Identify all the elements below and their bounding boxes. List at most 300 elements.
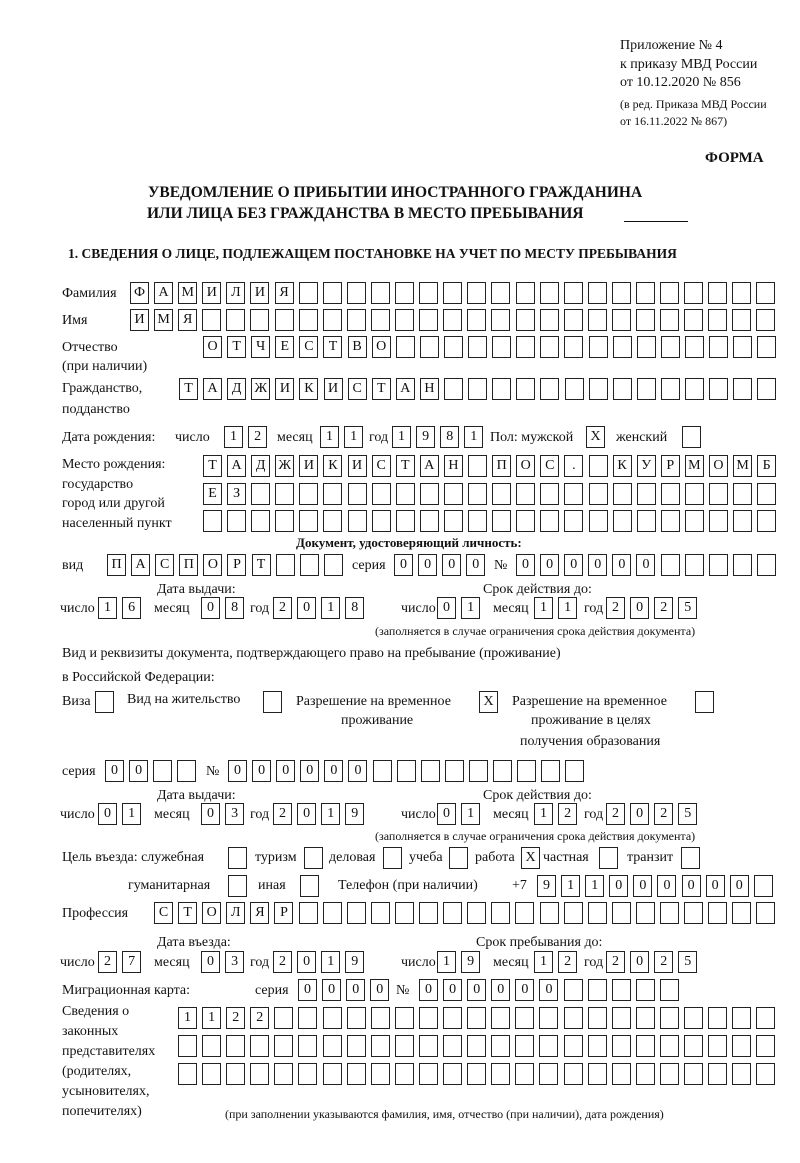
char-cell[interactable]	[564, 309, 583, 331]
char-cell[interactable]: 2	[248, 426, 267, 448]
char-cell[interactable]: Л	[226, 902, 245, 924]
char-cell[interactable]	[251, 483, 270, 505]
birthplace-row[interactable]	[203, 510, 776, 532]
char-cell[interactable]	[756, 309, 775, 331]
char-cell[interactable]	[636, 979, 655, 1001]
char-cell[interactable]	[661, 554, 680, 576]
char-cell[interactable]	[226, 309, 245, 331]
char-cell[interactable]: М	[733, 455, 752, 477]
char-cell[interactable]	[708, 902, 727, 924]
char-cell[interactable]: 1	[178, 1007, 197, 1029]
char-cell[interactable]: 0	[228, 760, 247, 782]
char-cell[interactable]: 0	[633, 875, 652, 897]
char-cell[interactable]	[443, 282, 462, 304]
char-cell[interactable]	[178, 1063, 197, 1085]
char-cell[interactable]: 0	[467, 979, 486, 1001]
purpose-official-checkbox[interactable]	[228, 847, 247, 869]
char-cell[interactable]	[274, 1035, 293, 1057]
char-cell[interactable]	[588, 1035, 607, 1057]
char-cell[interactable]	[372, 510, 391, 532]
char-cell[interactable]	[274, 1063, 293, 1085]
day-field[interactable]	[98, 597, 141, 619]
char-cell[interactable]	[757, 378, 776, 400]
char-cell[interactable]	[493, 760, 512, 782]
char-cell[interactable]	[636, 1035, 655, 1057]
citizenship-field[interactable]	[179, 378, 776, 400]
char-cell[interactable]: И	[130, 309, 149, 331]
char-cell[interactable]	[275, 309, 294, 331]
char-cell[interactable]: 8	[225, 597, 244, 619]
char-cell[interactable]	[298, 1035, 317, 1057]
char-cell[interactable]: Н	[420, 378, 439, 400]
char-cell[interactable]: 2	[558, 951, 577, 973]
char-cell[interactable]	[681, 847, 700, 869]
char-cell[interactable]: 0	[201, 597, 220, 619]
char-cell[interactable]: Я	[178, 309, 197, 331]
char-cell[interactable]	[397, 760, 416, 782]
char-cell[interactable]: И	[324, 378, 343, 400]
char-cell[interactable]: И	[299, 455, 318, 477]
char-cell[interactable]: С	[154, 902, 173, 924]
char-cell[interactable]	[709, 483, 728, 505]
char-cell[interactable]	[491, 1063, 510, 1085]
char-cell[interactable]	[203, 510, 222, 532]
char-cell[interactable]	[299, 282, 318, 304]
char-cell[interactable]: Ч	[251, 336, 270, 358]
char-cell[interactable]: 2	[98, 951, 117, 973]
char-cell[interactable]	[612, 1007, 631, 1029]
char-cell[interactable]: 9	[416, 426, 435, 448]
char-cell[interactable]	[564, 979, 583, 1001]
char-cell[interactable]: П	[179, 554, 198, 576]
purpose-private-checkbox[interactable]	[599, 847, 618, 869]
female-checkbox[interactable]	[682, 426, 701, 448]
char-cell[interactable]	[539, 1063, 558, 1085]
char-cell[interactable]	[323, 1007, 342, 1029]
char-cell[interactable]: X	[521, 847, 540, 869]
char-cell[interactable]	[492, 510, 511, 532]
char-cell[interactable]	[275, 510, 294, 532]
char-cell[interactable]	[732, 309, 751, 331]
char-cell[interactable]: Ж	[251, 378, 270, 400]
char-cell[interactable]: Б	[757, 455, 776, 477]
month-field[interactable]	[534, 803, 577, 825]
char-cell[interactable]: И	[250, 282, 269, 304]
char-cell[interactable]: Р	[227, 554, 246, 576]
char-cell[interactable]	[347, 282, 366, 304]
reps-row[interactable]	[178, 1007, 775, 1029]
year-field[interactable]	[606, 597, 697, 619]
char-cell[interactable]: О	[203, 336, 222, 358]
char-cell[interactable]	[695, 691, 714, 713]
birth-year-field[interactable]	[392, 426, 483, 448]
char-cell[interactable]	[467, 902, 486, 924]
char-cell[interactable]: 1	[534, 803, 553, 825]
char-cell[interactable]	[444, 483, 463, 505]
char-cell[interactable]	[491, 902, 510, 924]
char-cell[interactable]	[348, 483, 367, 505]
char-cell[interactable]: Т	[396, 455, 415, 477]
char-cell[interactable]: 1	[461, 597, 480, 619]
char-cell[interactable]: 0	[612, 554, 631, 576]
char-cell[interactable]	[540, 336, 559, 358]
char-cell[interactable]	[443, 1035, 462, 1057]
char-cell[interactable]: 0	[394, 554, 413, 576]
char-cell[interactable]	[588, 309, 607, 331]
char-cell[interactable]: 0	[201, 803, 220, 825]
char-cell[interactable]	[599, 847, 618, 869]
char-cell[interactable]: 2	[654, 951, 673, 973]
char-cell[interactable]	[250, 309, 269, 331]
char-cell[interactable]	[95, 691, 114, 713]
char-cell[interactable]: А	[396, 378, 415, 400]
char-cell[interactable]: Д	[227, 378, 246, 400]
char-cell[interactable]	[612, 282, 631, 304]
char-cell[interactable]	[228, 847, 247, 869]
char-cell[interactable]	[468, 336, 487, 358]
char-cell[interactable]	[419, 1035, 438, 1057]
char-cell[interactable]	[420, 510, 439, 532]
char-cell[interactable]: 1	[320, 426, 339, 448]
char-cell[interactable]: Р	[274, 902, 293, 924]
char-cell[interactable]	[684, 1035, 703, 1057]
char-cell[interactable]	[491, 1035, 510, 1057]
char-cell[interactable]	[612, 979, 631, 1001]
char-cell[interactable]: 0	[466, 554, 485, 576]
char-cell[interactable]	[637, 336, 656, 358]
day-field[interactable]	[98, 951, 141, 973]
char-cell[interactable]: 6	[122, 597, 141, 619]
char-cell[interactable]: 0	[370, 979, 389, 1001]
right-doc-series-field[interactable]	[105, 760, 196, 782]
char-cell[interactable]	[516, 282, 535, 304]
char-cell[interactable]: 1	[321, 951, 340, 973]
char-cell[interactable]	[420, 483, 439, 505]
char-cell[interactable]: 2	[226, 1007, 245, 1029]
char-cell[interactable]	[419, 1063, 438, 1085]
char-cell[interactable]: 1	[558, 597, 577, 619]
name-field[interactable]	[130, 309, 775, 331]
char-cell[interactable]	[684, 309, 703, 331]
char-cell[interactable]	[250, 1063, 269, 1085]
month-field[interactable]	[201, 597, 244, 619]
char-cell[interactable]: 0	[297, 803, 316, 825]
char-cell[interactable]	[226, 1035, 245, 1057]
char-cell[interactable]: С	[372, 455, 391, 477]
char-cell[interactable]	[708, 1035, 727, 1057]
char-cell[interactable]: С	[540, 455, 559, 477]
char-cell[interactable]: 9	[345, 951, 364, 973]
char-cell[interactable]	[395, 309, 414, 331]
char-cell[interactable]: 0	[348, 760, 367, 782]
char-cell[interactable]	[588, 979, 607, 1001]
birth-month-field[interactable]	[320, 426, 363, 448]
char-cell[interactable]: Т	[372, 378, 391, 400]
char-cell[interactable]	[444, 336, 463, 358]
char-cell[interactable]	[636, 1007, 655, 1029]
char-cell[interactable]: Т	[178, 902, 197, 924]
day-field[interactable]	[437, 951, 480, 973]
year-field[interactable]	[273, 803, 364, 825]
char-cell[interactable]	[515, 1007, 534, 1029]
edu-permit-checkbox[interactable]	[695, 691, 714, 713]
purpose-business-checkbox[interactable]	[383, 847, 402, 869]
char-cell[interactable]	[660, 1007, 679, 1029]
char-cell[interactable]	[300, 554, 319, 576]
char-cell[interactable]: 2	[558, 803, 577, 825]
char-cell[interactable]	[443, 902, 462, 924]
char-cell[interactable]	[323, 1063, 342, 1085]
char-cell[interactable]: X	[479, 691, 498, 713]
char-cell[interactable]	[588, 902, 607, 924]
char-cell[interactable]	[263, 691, 282, 713]
char-cell[interactable]	[732, 1007, 751, 1029]
char-cell[interactable]: С	[348, 378, 367, 400]
char-cell[interactable]: 1	[392, 426, 411, 448]
char-cell[interactable]	[491, 309, 510, 331]
char-cell[interactable]	[733, 336, 752, 358]
char-cell[interactable]: У	[637, 455, 656, 477]
char-cell[interactable]: 0	[276, 760, 295, 782]
char-cell[interactable]	[685, 336, 704, 358]
char-cell[interactable]	[684, 1007, 703, 1029]
char-cell[interactable]: Н	[444, 455, 463, 477]
char-cell[interactable]	[589, 455, 608, 477]
char-cell[interactable]	[709, 554, 728, 576]
char-cell[interactable]	[324, 554, 343, 576]
char-cell[interactable]: 0	[322, 979, 341, 1001]
char-cell[interactable]	[178, 1035, 197, 1057]
char-cell[interactable]	[348, 510, 367, 532]
char-cell[interactable]: 0	[491, 979, 510, 1001]
char-cell[interactable]	[756, 282, 775, 304]
char-cell[interactable]	[492, 483, 511, 505]
char-cell[interactable]	[298, 1063, 317, 1085]
char-cell[interactable]	[685, 554, 704, 576]
char-cell[interactable]	[708, 1007, 727, 1029]
char-cell[interactable]: 0	[442, 554, 461, 576]
char-cell[interactable]	[467, 1035, 486, 1057]
char-cell[interactable]: Т	[203, 455, 222, 477]
char-cell[interactable]	[709, 336, 728, 358]
char-cell[interactable]	[395, 282, 414, 304]
char-cell[interactable]: 0	[657, 875, 676, 897]
char-cell[interactable]: С	[155, 554, 174, 576]
char-cell[interactable]: 0	[630, 951, 649, 973]
char-cell[interactable]	[540, 282, 559, 304]
char-cell[interactable]: 1	[224, 426, 243, 448]
char-cell[interactable]	[395, 902, 414, 924]
char-cell[interactable]	[467, 1007, 486, 1029]
char-cell[interactable]	[323, 483, 342, 505]
char-cell[interactable]	[419, 902, 438, 924]
char-cell[interactable]	[373, 760, 392, 782]
char-cell[interactable]: С	[299, 336, 318, 358]
char-cell[interactable]	[419, 1007, 438, 1029]
year-field[interactable]	[606, 951, 697, 973]
birthplace-row[interactable]	[203, 455, 776, 477]
char-cell[interactable]	[347, 1035, 366, 1057]
char-cell[interactable]: 2	[273, 597, 292, 619]
id-number-field[interactable]	[516, 554, 776, 576]
char-cell[interactable]: П	[492, 455, 511, 477]
char-cell[interactable]	[636, 282, 655, 304]
char-cell[interactable]	[298, 1007, 317, 1029]
char-cell[interactable]	[588, 1063, 607, 1085]
residence-checkbox[interactable]	[263, 691, 282, 713]
char-cell[interactable]	[684, 282, 703, 304]
char-cell[interactable]: Р	[661, 455, 680, 477]
char-cell[interactable]	[637, 483, 656, 505]
char-cell[interactable]	[396, 483, 415, 505]
char-cell[interactable]: Т	[252, 554, 271, 576]
birthplace-row[interactable]	[203, 483, 776, 505]
char-cell[interactable]	[420, 336, 439, 358]
char-cell[interactable]	[347, 1063, 366, 1085]
char-cell[interactable]: .	[564, 455, 583, 477]
char-cell[interactable]	[589, 336, 608, 358]
char-cell[interactable]	[299, 483, 318, 505]
char-cell[interactable]: 8	[345, 597, 364, 619]
char-cell[interactable]: 5	[678, 803, 697, 825]
char-cell[interactable]	[540, 902, 559, 924]
char-cell[interactable]: О	[203, 554, 222, 576]
char-cell[interactable]	[757, 336, 776, 358]
char-cell[interactable]	[661, 483, 680, 505]
purpose-work-checkbox[interactable]	[521, 847, 540, 869]
char-cell[interactable]: 2	[606, 597, 625, 619]
char-cell[interactable]: 0	[730, 875, 749, 897]
surname-field[interactable]	[130, 282, 775, 304]
char-cell[interactable]: 0	[300, 760, 319, 782]
char-cell[interactable]: 1	[561, 875, 580, 897]
char-cell[interactable]	[564, 1063, 583, 1085]
char-cell[interactable]	[612, 309, 631, 331]
char-cell[interactable]	[589, 483, 608, 505]
char-cell[interactable]	[613, 510, 632, 532]
char-cell[interactable]	[564, 282, 583, 304]
char-cell[interactable]	[541, 760, 560, 782]
char-cell[interactable]	[177, 760, 196, 782]
char-cell[interactable]: Ф	[130, 282, 149, 304]
char-cell[interactable]	[371, 1063, 390, 1085]
char-cell[interactable]: 2	[273, 951, 292, 973]
char-cell[interactable]: 5	[678, 951, 697, 973]
char-cell[interactable]: 0	[252, 760, 271, 782]
phone-field[interactable]	[537, 875, 773, 897]
reps-row[interactable]	[178, 1035, 775, 1057]
year-field[interactable]	[273, 951, 364, 973]
char-cell[interactable]	[274, 1007, 293, 1029]
char-cell[interactable]: X	[586, 426, 605, 448]
char-cell[interactable]	[323, 510, 342, 532]
char-cell[interactable]: 1	[461, 803, 480, 825]
char-cell[interactable]: 2	[273, 803, 292, 825]
month-field[interactable]	[534, 951, 577, 973]
char-cell[interactable]: 1	[321, 803, 340, 825]
char-cell[interactable]	[565, 760, 584, 782]
char-cell[interactable]	[564, 336, 583, 358]
char-cell[interactable]: 0	[630, 803, 649, 825]
char-cell[interactable]: О	[709, 455, 728, 477]
char-cell[interactable]	[153, 760, 172, 782]
char-cell[interactable]: А	[154, 282, 173, 304]
char-cell[interactable]	[300, 875, 319, 897]
purpose-transit-checkbox[interactable]	[681, 847, 700, 869]
char-cell[interactable]	[395, 1063, 414, 1085]
char-cell[interactable]	[468, 483, 487, 505]
patronymic-field[interactable]	[203, 336, 776, 358]
char-cell[interactable]: М	[685, 455, 704, 477]
purpose-other-checkbox[interactable]	[300, 875, 319, 897]
char-cell[interactable]	[445, 760, 464, 782]
char-cell[interactable]	[228, 875, 247, 897]
day-field[interactable]	[437, 597, 480, 619]
char-cell[interactable]: И	[275, 378, 294, 400]
char-cell[interactable]	[202, 309, 221, 331]
char-cell[interactable]: В	[348, 336, 367, 358]
char-cell[interactable]	[685, 483, 704, 505]
migration-series-field[interactable]	[298, 979, 389, 1001]
char-cell[interactable]: Е	[203, 483, 222, 505]
char-cell[interactable]	[323, 1035, 342, 1057]
char-cell[interactable]: 0	[706, 875, 725, 897]
title-blank[interactable]	[624, 221, 688, 222]
char-cell[interactable]	[444, 510, 463, 532]
char-cell[interactable]	[516, 378, 535, 400]
char-cell[interactable]	[564, 510, 583, 532]
char-cell[interactable]: 2	[250, 1007, 269, 1029]
char-cell[interactable]	[444, 378, 463, 400]
char-cell[interactable]	[372, 483, 391, 505]
month-field[interactable]	[534, 597, 577, 619]
char-cell[interactable]: 3	[225, 951, 244, 973]
char-cell[interactable]: Л	[226, 282, 245, 304]
char-cell[interactable]	[371, 1007, 390, 1029]
char-cell[interactable]: 0	[516, 554, 535, 576]
char-cell[interactable]: 1	[344, 426, 363, 448]
char-cell[interactable]	[347, 902, 366, 924]
char-cell[interactable]	[323, 902, 342, 924]
char-cell[interactable]	[299, 510, 318, 532]
char-cell[interactable]	[732, 282, 751, 304]
char-cell[interactable]	[516, 483, 535, 505]
char-cell[interactable]	[540, 378, 559, 400]
char-cell[interactable]	[660, 902, 679, 924]
char-cell[interactable]	[589, 510, 608, 532]
char-cell[interactable]	[589, 378, 608, 400]
char-cell[interactable]: 3	[225, 803, 244, 825]
char-cell[interactable]	[684, 902, 703, 924]
day-field[interactable]	[437, 803, 480, 825]
char-cell[interactable]: 0	[324, 760, 343, 782]
char-cell[interactable]	[202, 1035, 221, 1057]
char-cell[interactable]	[733, 378, 752, 400]
char-cell[interactable]	[515, 1035, 534, 1057]
char-cell[interactable]: А	[203, 378, 222, 400]
char-cell[interactable]: 0	[609, 875, 628, 897]
char-cell[interactable]: Я	[250, 902, 269, 924]
char-cell[interactable]	[421, 760, 440, 782]
char-cell[interactable]	[588, 1007, 607, 1029]
char-cell[interactable]	[708, 309, 727, 331]
char-cell[interactable]	[251, 510, 270, 532]
char-cell[interactable]: Т	[179, 378, 198, 400]
char-cell[interactable]: З	[227, 483, 246, 505]
char-cell[interactable]	[227, 510, 246, 532]
char-cell[interactable]	[371, 902, 390, 924]
char-cell[interactable]	[636, 1063, 655, 1085]
